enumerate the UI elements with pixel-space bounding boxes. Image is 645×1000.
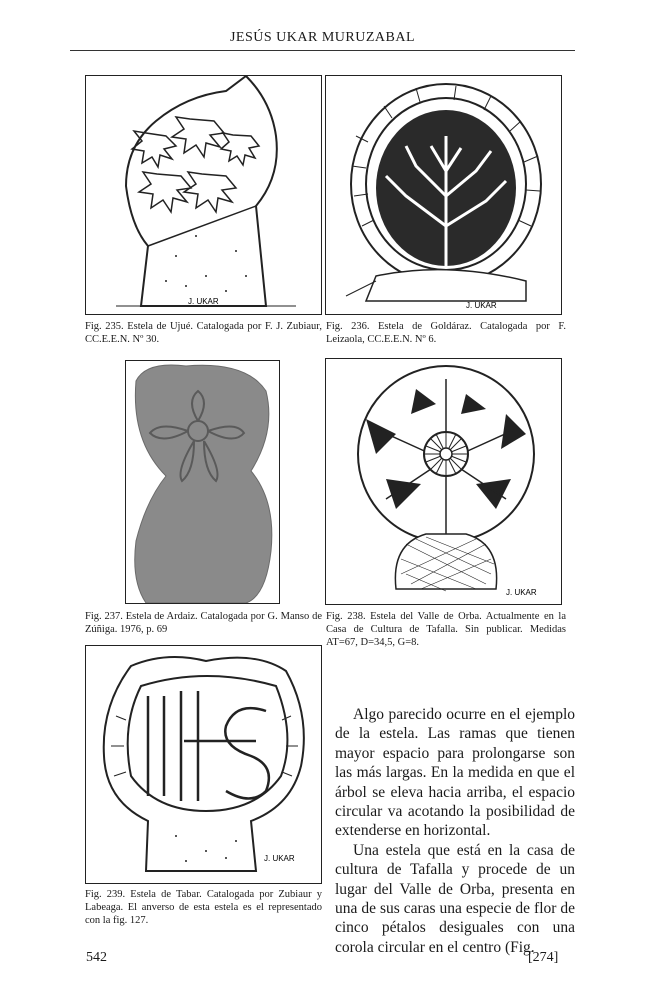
header-rule [70,50,575,51]
paragraph: Algo parecido ocurre en el ejemplo de la estela. Las ramas que tienen mayor espacio para prolongarse son las más largas. En la medida en que el árbol se eleva hacia arriba, el espacio circular va acotando la posibilidad de extenderse en horizontal. [335,706,575,840]
figure-235-image [85,75,322,315]
figure-235-caption: Fig. 235. Estela de Ujué. Catalogada por F. J. Zubiaur, CC.E.E.N. Nº 30. [85,321,322,345]
page-number: 542 [86,950,107,965]
figure-238-signature: J. UKAR [506,588,537,597]
figure-239-image [85,645,322,884]
figure-239-caption: Fig. 239. Estela de Tabar. Catalogada por Zubiaur y Labeaga. El anverso de esta estela es el representado con la fig. 127. [85,889,322,926]
section-number: [274] [528,950,559,965]
body-text [335,705,575,957]
figure-237-caption: Fig. 237. Estela de Ardaiz. Catalogada por G. Manso de Zúñiga. 1976, p. 69 [85,611,322,635]
figure-237-photo [125,360,280,604]
figure-236-image [325,75,562,315]
figure-236-caption: Fig. 236. Estela de Goldáraz. Catalogada por F. Leizaola, CC.E.E.N. Nº 6. [326,321,566,345]
figure-239-signature: J. UKAR [264,854,295,863]
paragraph: Una estela que está en la casa de cultura de Tafalla y procede de un lugar del Valle de Orba, presenta en una de sus caras una especie de flor de cinco pétalos desiguales con una corola circular en el centro (Fig. [335,841,575,956]
figure-235-signature: J. UKAR [188,297,219,306]
figure-238-caption: Fig. 238. Estela del Valle de Orba. Actualmente en la Casa de Cultura de Tafalla. Sin publicar. Medidas AT=67, D=34,5, G=8. [326,611,566,648]
figure-236-signature: J. UKAR [466,301,497,310]
figure-238-image [325,358,562,605]
running-header: JESÚS UKAR MURUZABAL [229,30,416,45]
